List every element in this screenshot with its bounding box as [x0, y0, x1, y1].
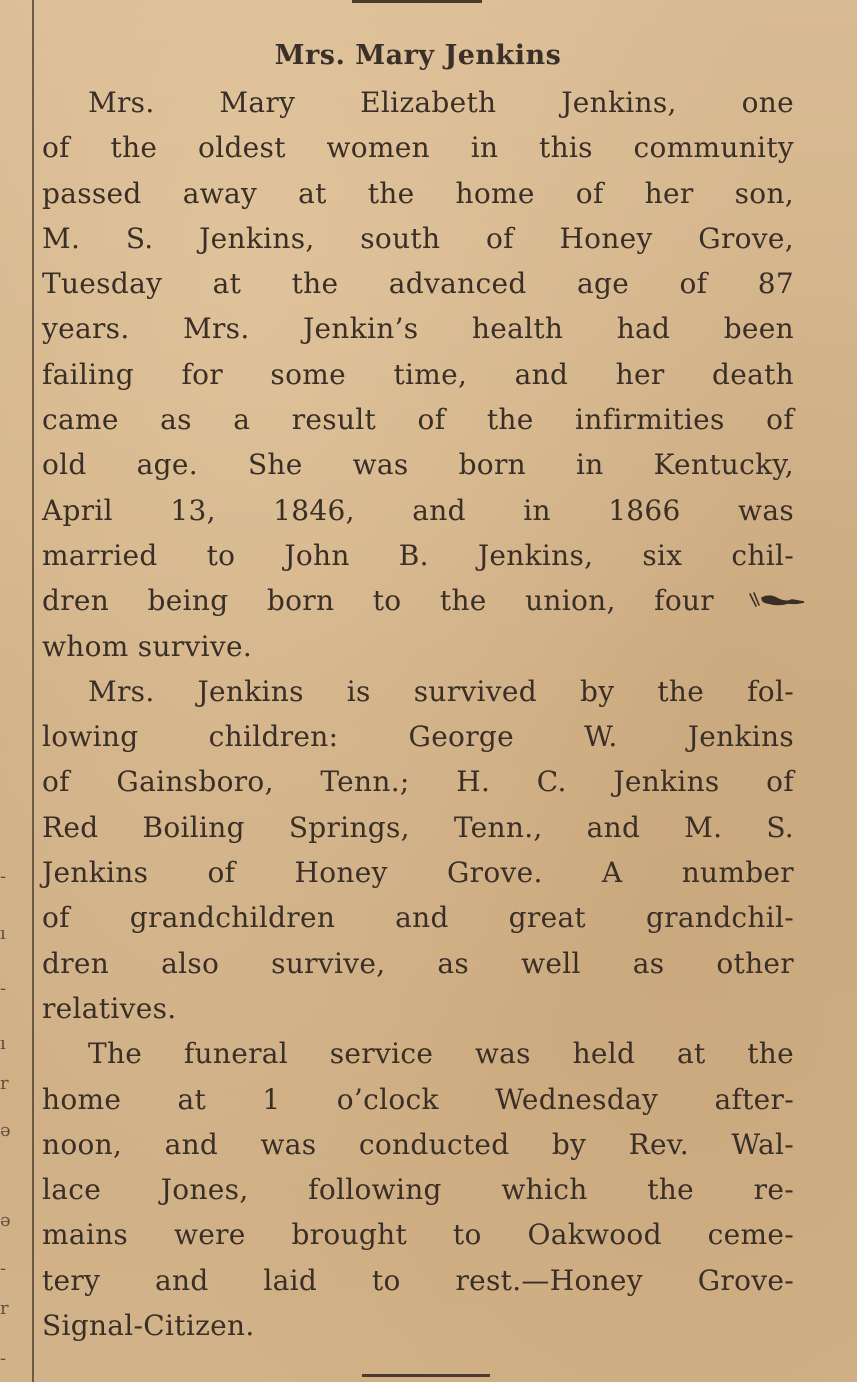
- text-line: of grandchildren and great grandchil-: [42, 901, 794, 935]
- text-line: years. Mrs. Jenkin’s health had been: [42, 312, 794, 346]
- text-line: Signal-Citizen.: [42, 1309, 255, 1343]
- text-line: married to John B. Jenkins, six chil-: [42, 538, 794, 572]
- text-line: lowing children: George W. Jenkins: [42, 720, 794, 754]
- text-line: passed away at the home of her son,: [42, 176, 794, 210]
- adjacent-column-fragments: - ı - ı r ə ə - r -: [0, 866, 11, 1369]
- text-line: home at 1 o’clock Wednesday after-: [42, 1082, 794, 1116]
- column-divider-line: [32, 0, 34, 1382]
- text-line: Tuesday at the advanced age of 87: [42, 267, 794, 301]
- text-line: whom survive.: [42, 629, 253, 663]
- text-line: Mrs. Jenkins is survived by the fol-: [88, 674, 794, 708]
- paragraph-3: [42, 1031, 794, 1348]
- text-line: old age. She was born in Kentucky,: [42, 448, 794, 482]
- text-line: dren being born to the union, four: [42, 584, 714, 618]
- paragraph-1: [42, 80, 794, 669]
- text-line: of the oldest women in this community: [42, 131, 794, 165]
- obituary-article: [42, 36, 794, 1348]
- ink-blot-mark: [748, 590, 808, 610]
- text-line: tery and laid to rest.—Honey Grove-: [42, 1263, 794, 1297]
- text-line: of Gainsboro, Tenn.; H. C. Jenkins of: [42, 765, 794, 799]
- text-line: The funeral service was held at the: [88, 1037, 794, 1071]
- bottom-separator-rule: [362, 1374, 490, 1377]
- text-line: noon, and was conducted by Rev. Wal-: [42, 1127, 794, 1161]
- text-line: Jenkins of Honey Grove. A number: [42, 856, 794, 890]
- text-line: April 13, 1846, and in 1866 was: [42, 493, 794, 527]
- text-line: M. S. Jenkins, south of Honey Grove,: [42, 221, 794, 255]
- article-headline: Mrs. Mary Jenkins: [274, 40, 562, 71]
- text-line: mains were brought to Oakwood ceme-: [42, 1218, 794, 1252]
- text-line: failing for some time, and her death: [42, 357, 794, 391]
- paragraph-2: [42, 669, 794, 1031]
- text-line: lace Jones, following which the re-: [42, 1173, 794, 1207]
- text-line: dren also survive, as well as other: [42, 946, 794, 980]
- top-separator-rule: [352, 0, 482, 3]
- text-line: Mrs. Mary Elizabeth Jenkins, one: [88, 86, 794, 119]
- text-line: came as a result of the infirmities of: [42, 403, 794, 437]
- text-line: Red Boiling Springs, Tenn., and M. S.: [42, 810, 794, 844]
- text-line: relatives.: [42, 991, 177, 1025]
